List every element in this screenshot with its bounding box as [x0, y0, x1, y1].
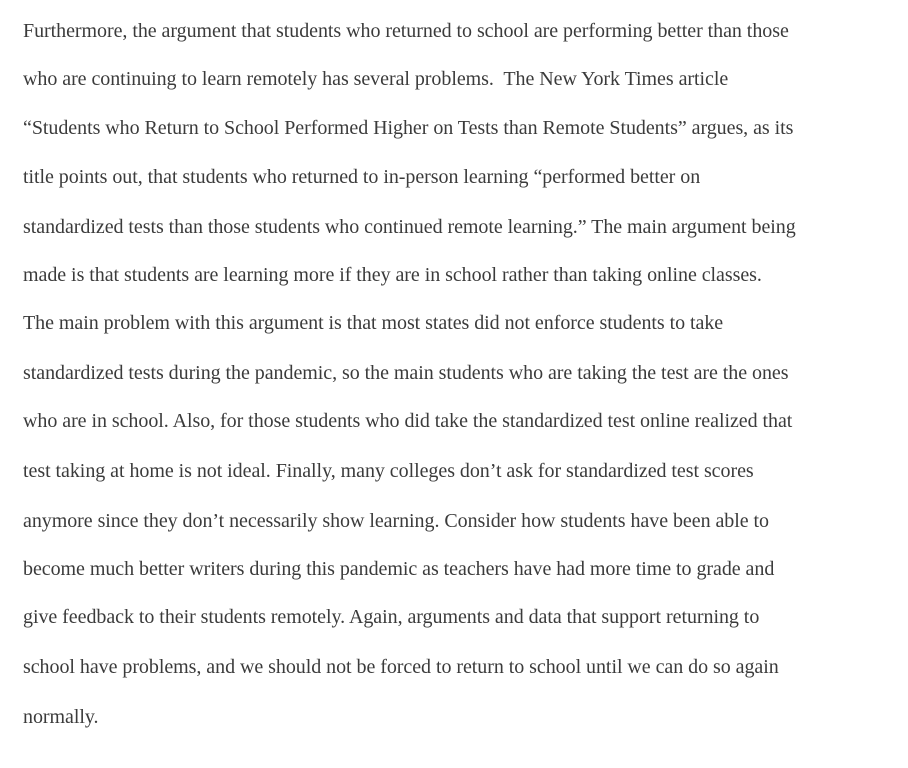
paragraph-line: Furthermore, the argument that students who returned to school are performing better than those: [23, 20, 789, 42]
paragraph-line: become much better writers during this pandemic as teachers have had more time to grade and: [23, 558, 775, 580]
paragraph-line: “Students who Return to School Performed Higher on Tests than Remote Students” argues, as its: [23, 117, 794, 139]
paragraph-line: standardized tests than those students who continued remote learning.” The main argument being: [23, 216, 796, 238]
paragraph-line: made is that students are learning more if they are in school rather than taking online classes.: [23, 264, 762, 286]
paragraph-line: The main problem with this argument is that most states did not enforce students to take: [23, 312, 724, 334]
paragraph-line: normally.: [23, 706, 99, 728]
paragraph-line: standardized tests during the pandemic, so the main students who are taking the test are the ones: [23, 362, 789, 384]
paragraph-line: title points out, that students who returned to in-person learning “performed better on: [23, 166, 701, 188]
paragraph-line: who are in school. Also, for those students who did take the standardized test online realized that: [23, 410, 793, 432]
paragraph-line: school have problems, and we should not be forced to return to school until we can do so again: [23, 656, 779, 678]
paragraph-line: anymore since they don’t necessarily show learning. Consider how students have been able to: [23, 510, 769, 532]
paragraph-line: test taking at home is not ideal. Finally, many colleges don’t ask for standardized test scores: [23, 460, 754, 482]
paragraph-line: who are continuing to learn remotely has several problems. The New York Times article: [23, 68, 729, 90]
paragraph-line: give feedback to their students remotely. Again, arguments and data that support returning to: [23, 606, 760, 628]
